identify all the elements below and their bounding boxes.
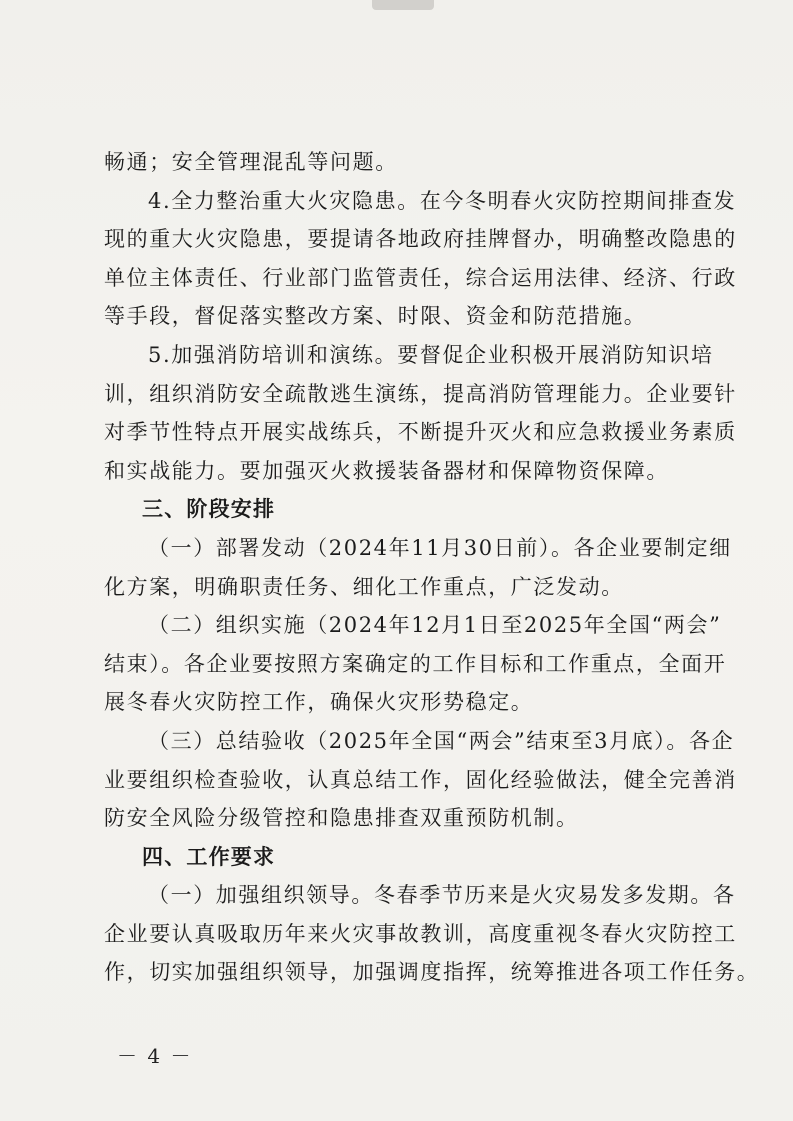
text-line: 5.加强消防培训和演练。要督促企业积极开展消防知识培 [148,342,714,367]
document-body [104,143,760,992]
text-line: 等手段，督促落实整改方案、时限、资金和防范措施。 [104,304,647,329]
text-line: 化方案，明确职责任务、细化工作重点，广泛发动。 [104,574,624,599]
section-heading-work-requirements: 四、工作要求 [142,844,276,869]
text-line: 展冬春火灾防控工作，确保火灾形势稳定。 [104,690,534,715]
text-line: 结束）。各企业要按照方案确定的工作目标和工作重点，全面开 [104,651,727,676]
text-line: 现的重大火灾隐患，要提请各地政府挂牌督办，明确整改隐患的 [104,227,737,252]
scan-smudge [372,0,434,10]
text-line: 企业要认真吸取历年来火灾事故教训，高度重视冬春火灾防控工 [104,921,737,946]
text-line: 和实战能力。要加强灭火救援装备器材和保障物资保障。 [104,458,669,483]
paragraph-stage-2 [104,606,727,722]
text-line: 业要组织检查验收，认真总结工作，固化经验做法，健全完善消 [104,767,737,792]
paragraph-continuation [104,143,700,182]
paragraph-stage-1 [104,529,732,606]
text-line: 4.全力整治重大火灾隐患。在今冬明春火灾防控期间排查发 [148,188,737,213]
text-line: 训，组织消防安全疏散逃生演练，提高消防管理能力。企业要针 [104,381,737,406]
page-number: － 4 － [117,1044,193,1068]
paragraph-item-4 [104,182,737,336]
text-line: 作，切实加强组织领导，加强调度指挥，统筹推进各项工作任务。 [104,960,760,985]
text-line: （三）总结验收（2025年全国“两会”结束至3月底）。各企 [148,728,735,753]
text-line: （一）加强组织领导。冬春季节历来是火灾易发多发期。各 [148,883,736,908]
paragraph-item-5 [104,336,737,490]
text-line: （二）组织实施（2024年12月1日至2025年全国“两会” [148,613,722,638]
paragraph-stage-3 [104,722,737,838]
text-line: （一）部署发动（2024年11月30日前）。各企业要制定细 [148,535,732,560]
paragraph-requirement-1 [104,876,760,992]
text-line: 对季节性特点开展实战练兵，不断提升灭火和应急救援业务素质 [104,420,737,445]
section-heading-stage-arrangement: 三、阶段安排 [142,497,276,522]
text-line: 防安全风险分级管控和隐患排查双重预防机制。 [104,806,579,831]
text-line: 畅通；安全管理混乱等问题。 [104,150,398,174]
text-line: 单位主体责任、行业部门监管责任，综合运用法律、经济、行政 [104,265,737,290]
